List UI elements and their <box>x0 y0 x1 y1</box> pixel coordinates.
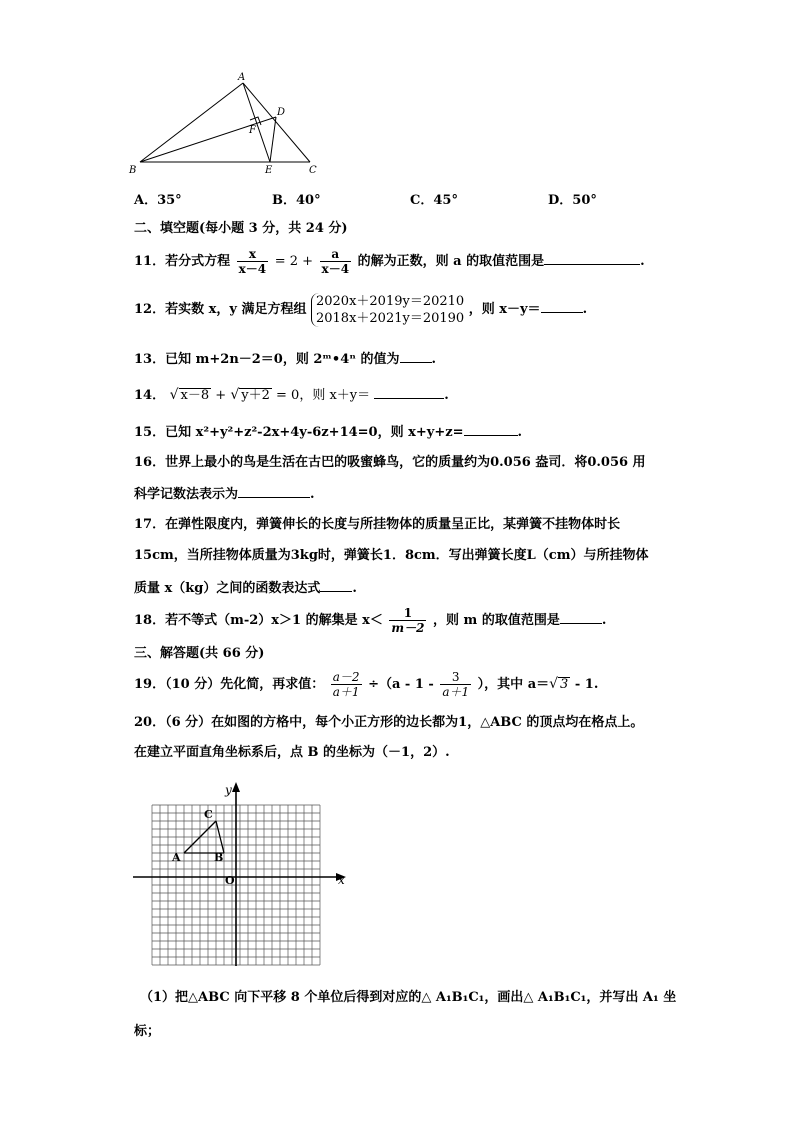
q11-fraction-1: $\frac{x}{x-4}$ <box>238 247 267 276</box>
question-17-line-3: 质量 x（kg）之间的函数表达式 . <box>134 581 357 596</box>
label-d: D <box>277 107 286 118</box>
label-e: E <box>265 165 273 176</box>
question-20-part-1-line-2: 标； <box>134 1024 161 1039</box>
label-c: C <box>309 165 317 176</box>
q18-fraction: $\frac{1}{m-2}$ <box>391 606 425 635</box>
axis-x-label: x <box>338 873 345 887</box>
origin-label: O <box>225 874 235 887</box>
q18-answer-blank <box>560 611 602 624</box>
q11-answer-blank <box>544 252 640 265</box>
triangle-figure <box>128 70 328 178</box>
point-b-label: B <box>214 851 224 864</box>
q13-answer-blank <box>400 350 432 363</box>
question-20-line-2: 在建立平面直角坐标系后，点 B 的坐标为（－1，2）. <box>134 745 450 760</box>
q19-fraction-1: $\frac{a-2}{a+1}$ <box>332 670 360 699</box>
q17-answer-blank <box>320 579 352 592</box>
question-20: 20．（6 分）在如图的方格中，每个小正方形的边长都为1，△ABC 的顶点均在格点上。 <box>134 715 644 730</box>
question-18: 18．若不等式（m-2）x＞1 的解集是 x＜ $\frac{1}{m-2}$ ，则 m 的取值范围是 . <box>134 606 607 635</box>
section-2-title: 二、填空题(每小题 3 分，共 24 分) <box>134 221 348 236</box>
choice-d: D．50° <box>548 193 597 208</box>
question-12: 12．若实数 x，y 满足方程组 2020x＋2019y＝20210 2018x＋2021y＝20190 ，则 x－y＝ . <box>134 293 588 326</box>
q16-answer-blank <box>238 485 310 498</box>
q12-answer-blank <box>541 300 583 313</box>
q14-answer-blank <box>374 386 444 399</box>
axis-y-label: y <box>225 783 232 797</box>
q12-equation-system: 2020x＋2019y＝20210 2018x＋2021y＝20190 <box>311 293 464 327</box>
choice-a: A．35° <box>134 193 182 208</box>
question-11: 11．若分式方程 $\frac{x}{x-4}$ = 2 + $\frac{a}{x-4}$ 的解为正数，则 a 的取值范围是 . <box>134 247 645 276</box>
section-3-title: 三、解答题(共 66 分) <box>134 646 265 661</box>
q19-fraction-2: $\frac{3}{a+1}$ <box>442 670 470 699</box>
label-f: F <box>249 125 256 136</box>
q15-answer-blank <box>464 423 518 436</box>
question-20-part-1: （1）把△ABC 向下平移 8 个单位后得到对应的△ A₁B₁C₁，画出△ A₁B₁C₁，并写出 A₁ 坐 <box>140 990 677 1005</box>
point-c-label: C <box>204 808 213 821</box>
choice-b: B．40° <box>272 193 321 208</box>
question-19: 19．（10 分）先化简，再求值： $\frac{a-2}{a+1}$ ÷（a - 1 - $\frac{3}{a+1}$ ），其中 a＝√ 3 - 1. <box>134 670 599 699</box>
q11-fraction-2: $\frac{a}{x-4}$ <box>321 247 350 276</box>
choice-c: C．45° <box>410 193 458 208</box>
question-13: 13．已知 m+2n－2＝0，则 2ᵐ•4ⁿ 的值为 . <box>134 352 437 367</box>
question-17-line-2: 15cm，当所挂物体质量为3kg时，弹簧长1．8cm．写出弹簧长度L（cm）与所挂物体 <box>134 548 649 563</box>
question-17: 17．在弹性限度内，弹簧伸长的长度与所挂物体的质量呈正比，某弹簧不挂物体时长 <box>134 517 621 532</box>
question-15: 15．已知 x²+y²+z²-2x+4y-6z+14=0，则 x+y+z= . <box>134 425 523 440</box>
question-14: 14． √ x－8 + √ y＋2 = 0，则 x＋y＝ . <box>134 387 449 403</box>
coordinate-grid-figure <box>128 778 358 970</box>
label-a: A <box>238 72 246 83</box>
question-16-line-2: 科学记数法表示为 . <box>134 487 315 502</box>
question-16: 16．世界上最小的鸟是生活在古巴的吸蜜蜂鸟，它的质量约为0.056 盎司．将0.056 用 <box>134 455 646 470</box>
label-b: B <box>129 165 137 176</box>
point-a-label: A <box>172 851 181 864</box>
